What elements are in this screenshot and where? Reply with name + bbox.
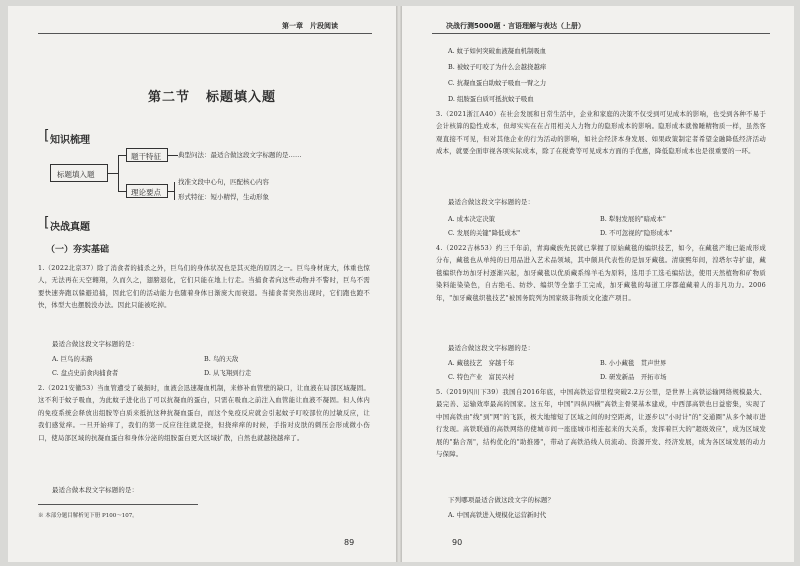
question-4-stem: 4.（2022吉林53）约三千年前，青海藏族先民就已掌握了原始藏毯的编织技艺，如今，在藏毯产地已能成形成分布，藏毯也从单纯的日用品进入艺术品领域，其中颇具代表性的是加牙藏毯。清康熙年间，湟塔尔寺扩建，藏毯编织作坊加牙村逐渐兴起，加牙藏毯以优质藏系绵羊毛为原料，选用手工选毛编结法，使用天然植物和矿物质染料能染染色，自古绝毛、纺纱、编织等全靠手工完成，加牙藏毯的每道工序都蕴藏着人的非凡功力。2006年，"加牙藏毯织毯技艺"被国务院列为国家级非物质文化遗产项目。 [436, 244, 766, 302]
q2-option-c[interactable]: C. 抗凝血蛋白助蚊子吸血一臂之力 [448, 79, 547, 87]
page-number-right: 90 [452, 538, 463, 547]
q1-option-b[interactable]: B. 鸟的天敌 [204, 355, 239, 363]
knowledge-heading: [ 知识梳理 [50, 131, 90, 146]
book-header: 决战行测5000题 · 言语理解与表达（上册） [442, 21, 589, 31]
q3-option-b[interactable]: B. 犁射发展的"暗成本" [600, 215, 666, 223]
q4-option-b[interactable]: B. 小小藏毯 贯声世界 [600, 359, 667, 367]
q1-option-a[interactable]: A. 巨鸟的末路 [52, 355, 93, 363]
q2-option-d[interactable]: D. 组胺蛋白质可抵抗蚊子吸血 [448, 95, 534, 103]
section-name: 标题填入题 [206, 90, 277, 105]
question-4-prompt: 最适合做这段文字标题的是： [448, 344, 535, 352]
page-number-left: 89 [344, 538, 355, 547]
running-head-left [38, 20, 372, 34]
footnote: ※ 本部分题目解析见下册 P100～107。 [38, 504, 198, 519]
q4-option-d[interactable]: D. 研发新品 开拓市场 [600, 373, 667, 381]
question-5-prompt: 下列哪项最适合做这段文字的标题？ [448, 496, 555, 504]
question-2-stem: 2.（2021安徽53）当血管遭受了破损时，血液会迅速凝血机制，来修补血管壁的缺口，让血液在局部区域凝固。这不利于蚊子吸血，为此蚊子进化出了可以抗凝血的蛋白，只需在吸血之前注入血管能让血液不凝固。但人体内的免疫系统会释放出组胺等白质来抵抗这种抗凝血蛋白，而这个免疫反应就会引起蚊子叮咬部位的过敏反应，让我们感觉痒。一旦开始痒了，我们的第一反应往往就是挠，但挠痒痒的时候，手指对皮肤的刺压会形成微小伤口，使局部区域的抗凝血蛋白和身体分泌的组胺蛋白更大区域扩散，自然也就越挠越痒了。 [38, 384, 370, 442]
q3-option-d[interactable]: D. 不可忽视的"隐形成本" [600, 229, 673, 237]
exam-heading: [ 决战真题 [50, 218, 90, 233]
q5-option-a[interactable]: A. 中国高铁进入规模化运营新时代 [448, 511, 547, 519]
mind-map [50, 146, 350, 206]
mind-detail-2: 找准文段中心句，匹配核心内容 [178, 178, 269, 186]
mind-branch-2: 理论要点 [126, 184, 168, 198]
connector [118, 155, 126, 156]
question-3-prompt: 最适合做这段文字标题的是： [448, 198, 535, 206]
question-5-stem: 5.（2019四川下39）我国自2016年底，中国高铁运营里程突破2.2万公里，是世界上高铁运输网络规模最大、最完善、运输效率最高的国家。这五年，中国"四纵四横"高铁主骨架基本建成，中西部高铁也日益密集，实现了中国高铁由"线"到"网"的飞跃，极大地缩短了区域之间的时空距离，让逐步以"小时计"的"交通圈"从多个城市进行发现。高铁联通的高铁网络的使城市间一座座城市相连起来的大关系，发挥着巨大的"超级效应"，成为区域发展的"黏合剂"，结构优化的"助推器"，带动了高铁沿线人员流动、资源开发、经济发展，成为各区域发展的动力与保障。 [436, 388, 766, 459]
running-head-right [432, 20, 770, 34]
question-1-prompt: 最适合做这段文字标题的是： [52, 340, 139, 348]
connector [168, 155, 178, 156]
right-page [402, 6, 794, 562]
subsection-heading: （一）夯实基础 [46, 245, 110, 255]
question-3-stem: 3.（2021浙江A40）在社会发展和日常生活中，企业和家庭的决策不仅受到可见成本的影响，也受到各种不易于会计核算的隐性成本，但却实实在在占用相关人力物力的隐形成本的影响。隐形成本就像睡精物质一样，虽然客观直接不可见，但对其他企业的行为活动的影响，如社会经济本身发展、如果政策制定者希望金融降低经济活动成本，就要全面审视各项实际成本，除了在税费等可见成本方面的手优惠，降低隐形成本也是很重要的一环。 [436, 110, 766, 156]
connector [118, 191, 126, 192]
connector [174, 182, 175, 200]
section-number: 第二节 [148, 90, 191, 105]
chapter-header: 第一章 片段阅读 [278, 21, 342, 31]
mind-branch-1: 题干特征 [126, 148, 168, 162]
mind-detail-3: 形式特征：短小精悍，生动形象 [178, 193, 269, 201]
section-title [148, 86, 276, 105]
q1-option-c[interactable]: C. 盘点史前食肉捕食者 [52, 369, 119, 377]
q3-option-c[interactable]: C. 发展的关键"降低成本" [448, 229, 521, 237]
connector [118, 155, 119, 191]
mind-root: 标题填入题 [50, 164, 108, 182]
mind-detail-1: 典型问法：最适合做这段文字标题的是…… [178, 151, 302, 159]
connector [108, 173, 118, 174]
q1-option-d[interactable]: D. 从飞翔到行走 [204, 369, 252, 377]
question-1-stem: 1.（2022北京37）除了消食者的捕杀之外，巨鸟们的身体状况也是其灭绝的原因之一。巨鸟身材庞大，体重也惊人，无法再在天空翱翔，久而久之，翅膀退化，它们只能在地上行走。当捕食者向这些动物并不警时，巨鸟不需要快速奔跑以躲避追捕，因此它们的活动能力也随着身体日渐庞大而衰退。当捕食者突然出现时，它们跑也跑不快，体型大也摆脱没办法。因此只能被吃掉。 [38, 264, 370, 310]
left-page [8, 6, 396, 562]
question-2-prompt: 最适合做本段文字标题的是： [52, 486, 139, 494]
q3-option-a[interactable]: A. 成本决定决策 [448, 215, 496, 223]
q4-option-a[interactable]: A. 藏毯技艺 穿越千年 [448, 359, 515, 367]
q2-option-a[interactable]: A. 蚊子如何突破血液凝血机制吸血 [448, 47, 547, 55]
q4-option-c[interactable]: C. 特色产业 富民兴村 [448, 373, 515, 381]
q2-option-b[interactable]: B. 被蚊子叮咬了为什么会越挠越痒 [448, 63, 547, 71]
